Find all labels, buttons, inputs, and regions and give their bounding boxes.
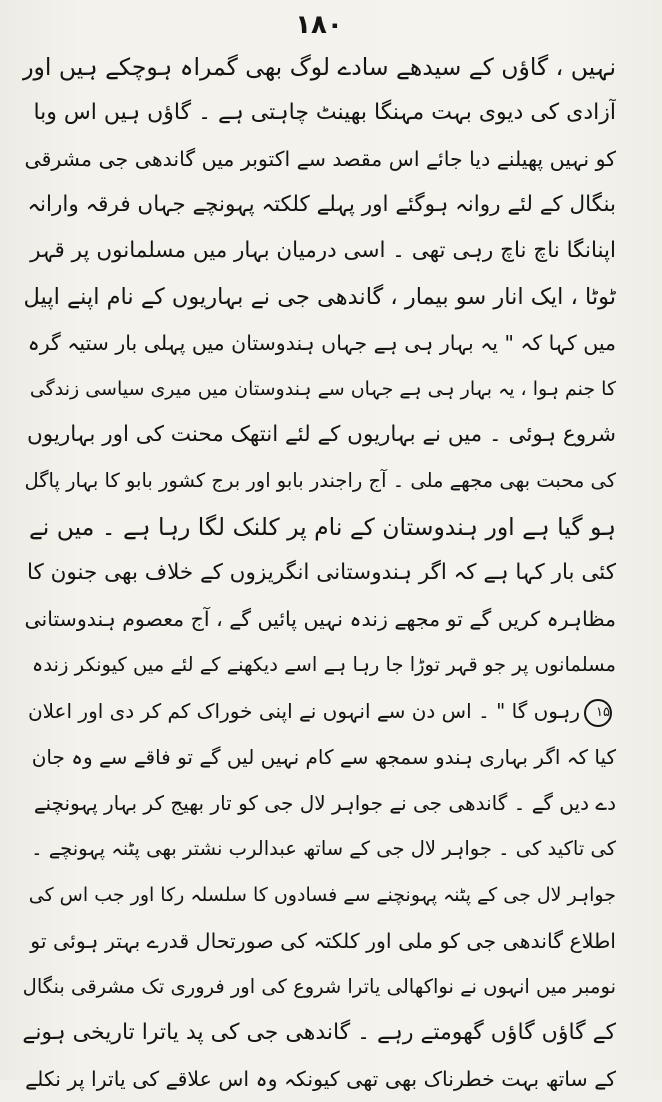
text-line: ٹوٹا ، ایک انار سو بیمار ، گاندھی جی نے بہاریوں کے نام اپنے اپیل [23, 284, 616, 310]
text-line: کو نہیں پھیلنے دیا جائے اس مقصد سے اکتوبر میں گاندھی جی مشرقی [24, 147, 616, 171]
text-line: جواہر لال جی کے پٹنہ پہونچنے سے فسادوں کا سلسلہ رکا اور جب اس کی [28, 884, 616, 906]
text-line: مظاہرہ کریں گے تو مجھے زندہ نہیں پائیں گے ، آج معصوم ہندوستانی [24, 607, 616, 631]
text-line: نومبر میں انہوں نے نواکھالی یاترا شروع کی اور فروری تک مشرقی بنگال [22, 975, 616, 998]
text-line: بنگال کے لئے روانہ ہوگئے اور پہلے کلکتہ پہونچے جہاں فرقہ وارانہ [27, 192, 616, 217]
text-line: کیا کہ اگر بہاری ہندو سمجھ سے کام نہیں لیں گے تو فاقے سے وہ جان [31, 745, 616, 769]
text-line: کے گاؤں گاؤں گھومتے رہے ۔ گاندھی جی کی پد یاترا تاریخی ہونے [22, 1020, 616, 1045]
page-number: ۱۸۰ [295, 10, 343, 40]
text-line: کی محبت بھی مجھے ملی ۔ آج راجندر بابو اور برج کشور بابو کا بہار پاگل [24, 469, 616, 492]
text-line-content: رہوں گا " ۔ اس دن سے انہوں نے اپنی خوراک کم کر دی اور اعلان [27, 699, 580, 723]
text-line: کا جنم ہوا ، یہ بہار ہی ہے جہاں سے ہندوستان میں میری سیاسی زندگی [29, 378, 616, 400]
text-line: میں کہا کہ " یہ بہار ہی ہے جہاں ہندوستان میں پہلی بار ستیہ گرہ [27, 331, 616, 355]
text-line: دے دیں گے ۔ گاندھی جی نے جواہر لال جی کو تار بھیج کر بہار پہونچنے [33, 791, 616, 815]
text-line: نہیں ، گاؤں کے سیدھے سادے لوگ بھی گمراہ ہوچکے ہیں اور [22, 53, 616, 81]
text-line: کئی بار کہا ہے کہ اگر ہندوستانی انگریزوں کے خلاف بھی جنون کا [27, 560, 616, 585]
text-line: ہو گیا ہے اور ہندوستان کے نام پر کلنک لگا رہا ہے ۔ میں نے [28, 513, 616, 541]
text-line: اپنانگا ناچ ناچ رہی تھی ۔ اسی درمیان بہار میں مسلمانوں پر قہر [30, 238, 616, 263]
footnote-marker: ۱۵ [584, 699, 612, 727]
body-text [22, 44, 616, 1102]
text-line: آزادی کی دیوی بہت مہنگا بھینٹ چاہتی ہے ۔ گاؤں ہیں اس وبا [33, 100, 616, 125]
text-line-with-footnote [22, 688, 616, 734]
text-line: اطلاع گاندھی جی کو ملی اور کلکتہ کی صورتحال قدرے بہتر ہوئی تو [30, 929, 616, 953]
text-line: کے ساتھ بہت خطرناک بھی تھی کیونکہ وہ اس علاقے کی یاترا پر نکلے [25, 1067, 616, 1091]
text-line: شروع ہوئی ۔ میں نے بہاریوں کے لئے انتھک محنت کی اور بہاریوں [26, 422, 616, 447]
text-line: مسلمانوں پر جو قہر توڑا جا رہا ہے اسے دیکھنے کے لئے میں کیونکر زندہ [31, 653, 616, 676]
text-line: کی تاکید کی ۔ جواہر لال جی کے ساتھ عبدالرب نشتر بھی پٹنہ پہونچے ۔ [31, 837, 616, 860]
